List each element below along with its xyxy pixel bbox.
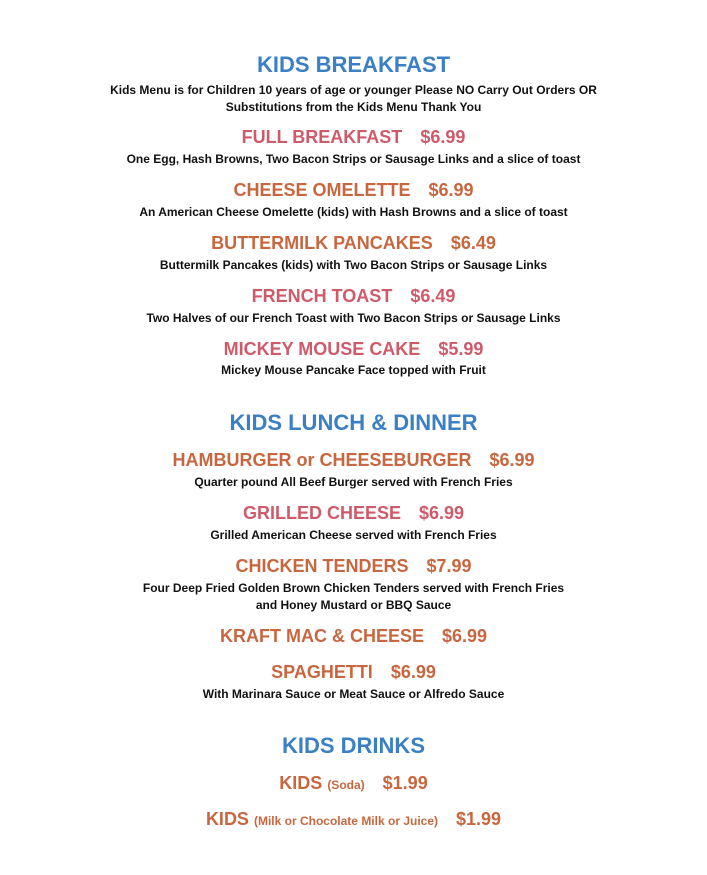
menu-item-title bbox=[0, 285, 707, 307]
menu-item-title bbox=[0, 179, 707, 201]
item-price: $6.99 bbox=[441, 626, 488, 646]
item-name: HAMBURGER or CHEESEBURGER bbox=[172, 450, 472, 470]
menu-item-title bbox=[0, 449, 707, 471]
menu-item-title bbox=[0, 555, 707, 577]
item-description: Quarter pound All Beef Burger served with French Fries bbox=[194, 475, 513, 489]
item-price: $6.49 bbox=[450, 233, 496, 253]
item-description: Two Halves of our French Toast with Two Bacon Strips or Sausage Links bbox=[146, 311, 561, 325]
item-description: Grilled American Cheese served with French Fries bbox=[210, 528, 497, 542]
item-description: With Marinara Sauce or Meat Sauce or Alfredo Sauce bbox=[202, 687, 505, 701]
item-name: FULL BREAKFAST bbox=[241, 127, 403, 147]
item-note: (Soda) bbox=[327, 778, 365, 792]
item-name: FRENCH TOAST bbox=[251, 286, 393, 306]
item-name: KIDS bbox=[279, 773, 323, 793]
menu-item-title bbox=[0, 661, 707, 683]
breakfast-notice-line1: Kids Menu is for Children 10 years of age or younger Please NO Carry Out Orders OR bbox=[110, 83, 597, 97]
menu-item-title bbox=[0, 772, 707, 796]
breakfast-notice-line2: Substitutions from the Kids Menu Thank You bbox=[225, 100, 482, 114]
menu-item-title bbox=[0, 502, 707, 524]
item-name: KRAFT MAC & CHEESE bbox=[219, 626, 424, 646]
drinks-section-title: KIDS DRINKS bbox=[281, 733, 425, 758]
item-price: $6.99 bbox=[428, 180, 474, 200]
item-price: $1.99 bbox=[456, 809, 502, 829]
item-price: $6.49 bbox=[410, 286, 456, 306]
item-description-line2: and Honey Mustard or BBQ Sauce bbox=[255, 598, 452, 612]
item-name: MICKEY MOUSE CAKE bbox=[223, 339, 421, 359]
item-name: KIDS bbox=[205, 809, 249, 829]
item-name: SPAGHETTI bbox=[271, 662, 373, 682]
item-name: BUTTERMILK PANCAKES bbox=[211, 233, 433, 253]
breakfast-section-title: KIDS BREAKFAST bbox=[256, 52, 451, 77]
item-note: (Milk or Chocolate Milk or Juice) bbox=[253, 814, 438, 828]
item-description: Mickey Mouse Pancake Face topped with Fruit bbox=[221, 363, 486, 377]
menu-item-title bbox=[0, 625, 707, 647]
menu-item-title bbox=[0, 808, 707, 832]
item-name: GRILLED CHEESE bbox=[242, 503, 401, 523]
item-description: Buttermilk Pancakes (kids) with Two Bacon Strips or Sausage Links bbox=[159, 258, 548, 272]
item-name: CHEESE OMELETTE bbox=[233, 180, 411, 200]
item-price: $5.99 bbox=[438, 339, 484, 359]
menu-item-title bbox=[0, 232, 707, 254]
lunch-section-title: KIDS LUNCH & DINNER bbox=[229, 410, 478, 435]
item-price: $6.99 bbox=[390, 662, 436, 682]
item-price: $6.99 bbox=[420, 127, 466, 147]
item-description: One Egg, Hash Browns, Two Bacon Strips or Sausage Links and a slice of toast bbox=[126, 152, 581, 166]
menu-item-title bbox=[0, 126, 707, 148]
item-price: $6.99 bbox=[418, 503, 465, 523]
item-name: CHICKEN TENDERS bbox=[235, 556, 409, 576]
item-description: An American Cheese Omelette (kids) with Hash Browns and a slice of toast bbox=[139, 205, 568, 219]
item-price: $1.99 bbox=[382, 773, 428, 793]
item-price: $6.99 bbox=[489, 450, 535, 470]
item-price: $7.99 bbox=[426, 556, 472, 576]
item-description-line1: Four Deep Fried Golden Brown Chicken Tenders served with French Fries bbox=[142, 581, 565, 595]
menu-item-title bbox=[0, 338, 707, 360]
